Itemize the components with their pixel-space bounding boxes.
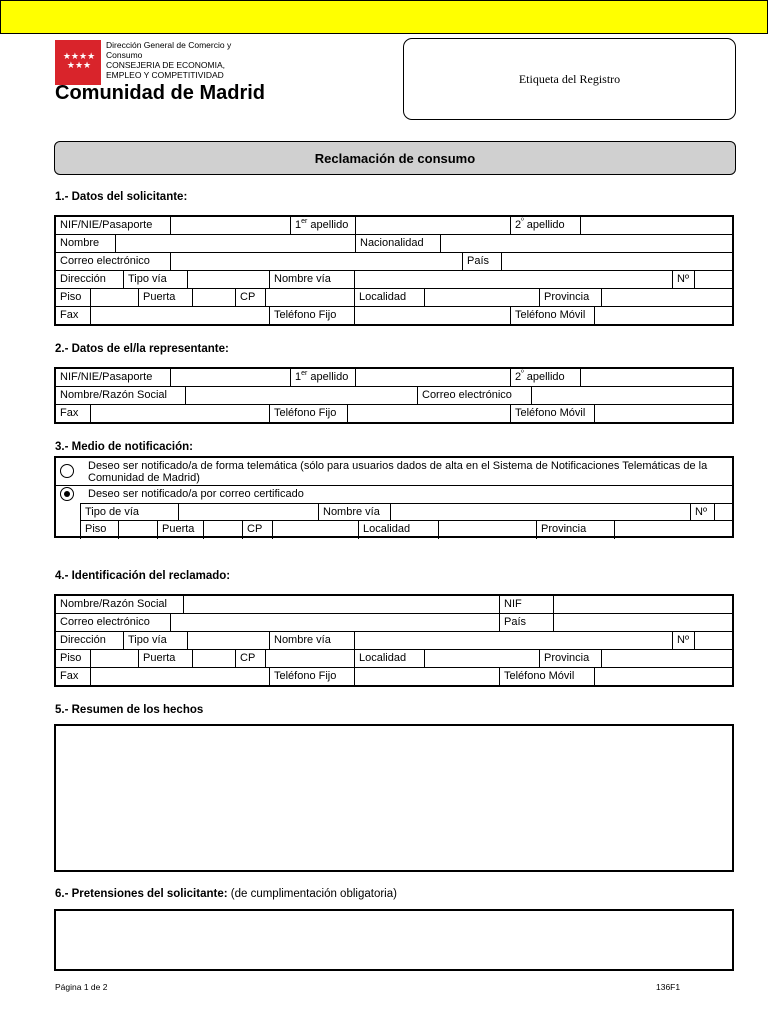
notif-city-label: Localidad — [358, 521, 438, 539]
notif-number-label: Nº — [690, 504, 714, 520]
section-6-title: 6.- Pretensiones del solicitante: (de cumplimentación obligatoria) — [55, 888, 397, 900]
street-name-label: Nombre vía — [269, 271, 354, 288]
notif-street-name-label: Nombre vía — [318, 504, 390, 520]
nationality-label: Nacionalidad — [355, 235, 440, 252]
org-name: Comunidad de Madrid — [55, 82, 265, 104]
option-telematic-cell[interactable] — [56, 458, 80, 485]
rep-mobile-input[interactable] — [594, 405, 732, 423]
notification-form — [54, 456, 734, 538]
resp-street-name-input[interactable] — [354, 632, 672, 649]
resp-address-label: Dirección — [60, 634, 106, 646]
notif-zip-input[interactable] — [272, 521, 358, 539]
province-label: Provincia — [539, 289, 601, 306]
registry-label-box — [403, 38, 736, 120]
resp-nif-input[interactable] — [553, 596, 732, 613]
notif-province-label: Provincia — [536, 521, 614, 539]
rep-landline-label: Teléfono Fijo — [269, 405, 347, 423]
notif-number-input[interactable] — [714, 504, 732, 520]
address-label: Dirección — [60, 273, 106, 285]
notif-door-label: Puerta — [157, 521, 203, 539]
fax-label: Fax — [60, 309, 79, 321]
resp-country-label: País — [499, 614, 553, 631]
first-surname-label: 1er apellido — [290, 217, 355, 234]
section-3-title: 3.- Medio de notificación: — [55, 441, 194, 453]
claims-textarea[interactable] — [54, 909, 734, 971]
resp-city-input[interactable] — [424, 650, 539, 667]
zip-label: CP — [235, 289, 265, 306]
floor-input[interactable] — [90, 289, 138, 306]
rep-landline-input[interactable] — [347, 405, 510, 423]
notif-street-type-input[interactable] — [178, 504, 318, 520]
city-input[interactable] — [424, 289, 539, 306]
resp-fax-input[interactable] — [90, 668, 269, 686]
second-surname-label: $2^º$ apellido — [510, 217, 580, 234]
section-4-title: 4.- Identificación del reclamado: — [55, 570, 231, 582]
mobile-input[interactable] — [594, 307, 732, 325]
resp-zip-label: CP — [235, 650, 265, 667]
notif-province-input[interactable] — [614, 521, 732, 539]
province-input[interactable] — [601, 289, 732, 306]
radio-certified-mail[interactable] — [60, 487, 74, 501]
mobile-label: Teléfono Móvil — [510, 307, 594, 325]
rep-nif-input[interactable] — [170, 369, 290, 386]
notif-street-type-label: Tipo de vía — [80, 504, 178, 520]
resp-street-type-label: Tipo vía — [123, 632, 187, 649]
notif-door-input[interactable] — [203, 521, 242, 539]
resp-door-label: Puerta — [138, 650, 192, 667]
door-input[interactable] — [192, 289, 235, 306]
form-title-text: Reclamación de consumo — [314, 150, 476, 166]
resp-floor-label: Piso — [60, 652, 82, 664]
street-name-input[interactable] — [354, 271, 672, 288]
rep-second-surname-input[interactable] — [580, 369, 732, 386]
landline-label: Teléfono Fijo — [269, 307, 354, 325]
email-input[interactable] — [170, 253, 462, 270]
page-number: Página 1 de 2 — [55, 982, 108, 992]
rep-fax-input[interactable] — [90, 405, 269, 423]
street-type-input[interactable] — [187, 271, 269, 288]
street-number-input[interactable] — [694, 271, 732, 288]
rep-first-surname-input[interactable] — [355, 369, 510, 386]
notif-floor-label: Piso — [80, 521, 118, 539]
second-surname-input[interactable] — [580, 217, 732, 234]
radio-selected-dot — [64, 491, 70, 497]
resp-province-input[interactable] — [601, 650, 732, 667]
respondent-form — [54, 594, 734, 687]
org-line-3: CONSEJERIA DE ECONOMIA, — [106, 60, 226, 70]
resp-email-input[interactable] — [170, 614, 499, 631]
section-2-title: 2.- Datos de el/la representante: — [55, 343, 229, 355]
option-telematic-text: Deseo ser notificado/a de forma telemática (sólo para usuarios dados de alta en el Sistema de Notificaciones Telemáticas de la Comunidad de Madrid) — [88, 460, 708, 484]
resp-floor-input[interactable] — [90, 650, 138, 667]
form-code: 136F1 — [656, 982, 681, 992]
city-label: Localidad — [354, 289, 424, 306]
resp-fax-label: Fax — [60, 670, 79, 682]
resp-city-label: Localidad — [354, 650, 424, 667]
resp-mobile-input[interactable] — [594, 668, 732, 686]
street-type-label: Tipo vía — [123, 271, 187, 288]
org-line-4: EMPLEO Y COMPETITIVIDAD — [106, 70, 224, 80]
fax-input[interactable] — [90, 307, 269, 325]
facts-summary-textarea[interactable] — [54, 724, 734, 872]
org-line-2: Consumo — [106, 50, 143, 60]
rep-email-label: Correo electrónico — [417, 387, 531, 404]
madrid-flag-logo — [55, 40, 101, 85]
name-label: Nombre — [60, 237, 100, 249]
name-input[interactable] — [115, 235, 355, 252]
landline-input[interactable] — [354, 307, 510, 325]
notif-street-name-input[interactable] — [390, 504, 690, 520]
resp-email-label: Correo electrónico — [60, 616, 150, 628]
floor-label: Piso — [60, 291, 82, 303]
section-5-title: 5.- Resumen de los hechos — [55, 704, 204, 716]
rep-mobile-label: Teléfono Móvil — [510, 405, 594, 423]
rep-nif-label: NIF/NIE/Pasaporte — [60, 371, 153, 383]
rep-name-input[interactable] — [185, 387, 417, 404]
rep-name-label: Nombre/Razón Social — [60, 389, 167, 401]
registry-label: Etiqueta del Registro — [518, 71, 621, 86]
resp-zip-input[interactable] — [265, 650, 354, 667]
resp-street-name-label: Nombre vía — [269, 632, 354, 649]
country-label: País — [462, 253, 501, 270]
email-label: Correo electrónico — [60, 255, 150, 267]
form-title — [54, 141, 736, 175]
resp-street-type-input[interactable] — [187, 632, 269, 649]
applicant-form — [54, 215, 734, 326]
nif-label: NIF/NIE/Pasaporte — [60, 219, 153, 231]
resp-landline-label: Teléfono Fijo — [269, 668, 354, 686]
resp-number-input[interactable] — [694, 632, 732, 649]
resp-landline-input[interactable] — [354, 668, 499, 686]
option-mail-cell[interactable] — [56, 486, 80, 538]
top-highlight-bar — [0, 0, 768, 34]
first-surname-input[interactable] — [355, 217, 510, 234]
street-number-label: Nº — [672, 271, 694, 288]
flag-stars: ★★★★ ★★★ — [62, 52, 96, 71]
country-input[interactable] — [501, 253, 732, 270]
resp-number-label: Nº — [672, 632, 694, 649]
section-1-title: 1.- Datos del solicitante: — [55, 191, 188, 203]
rep-fax-label: Fax — [60, 407, 79, 419]
resp-province-label: Provincia — [539, 650, 601, 667]
representative-form — [54, 367, 734, 424]
zip-input[interactable] — [265, 289, 354, 306]
resp-nif-label: NIF — [499, 596, 553, 613]
rep-first-surname-label: 1er apellido — [290, 369, 355, 386]
notif-floor-input[interactable] — [118, 521, 157, 539]
nationality-input[interactable] — [440, 235, 732, 252]
resp-name-label: Nombre/Razón Social — [60, 598, 167, 610]
rep-email-input[interactable] — [531, 387, 732, 404]
resp-name-input[interactable] — [183, 596, 499, 613]
resp-door-input[interactable] — [192, 650, 235, 667]
org-line-1: Dirección General de Comercio y — [106, 40, 232, 50]
door-label: Puerta — [138, 289, 192, 306]
resp-country-input[interactable] — [553, 614, 732, 631]
rep-second-surname-label: $2^º$ apellido — [510, 369, 580, 386]
radio-telematic[interactable] — [60, 464, 74, 478]
resp-mobile-label: Teléfono Móvil — [499, 668, 594, 686]
nif-input[interactable] — [170, 217, 290, 234]
notif-zip-label: CP — [242, 521, 272, 539]
option-mail-text: Deseo ser notificado/a por correo certificado — [88, 488, 304, 500]
notif-city-input[interactable] — [438, 521, 536, 539]
